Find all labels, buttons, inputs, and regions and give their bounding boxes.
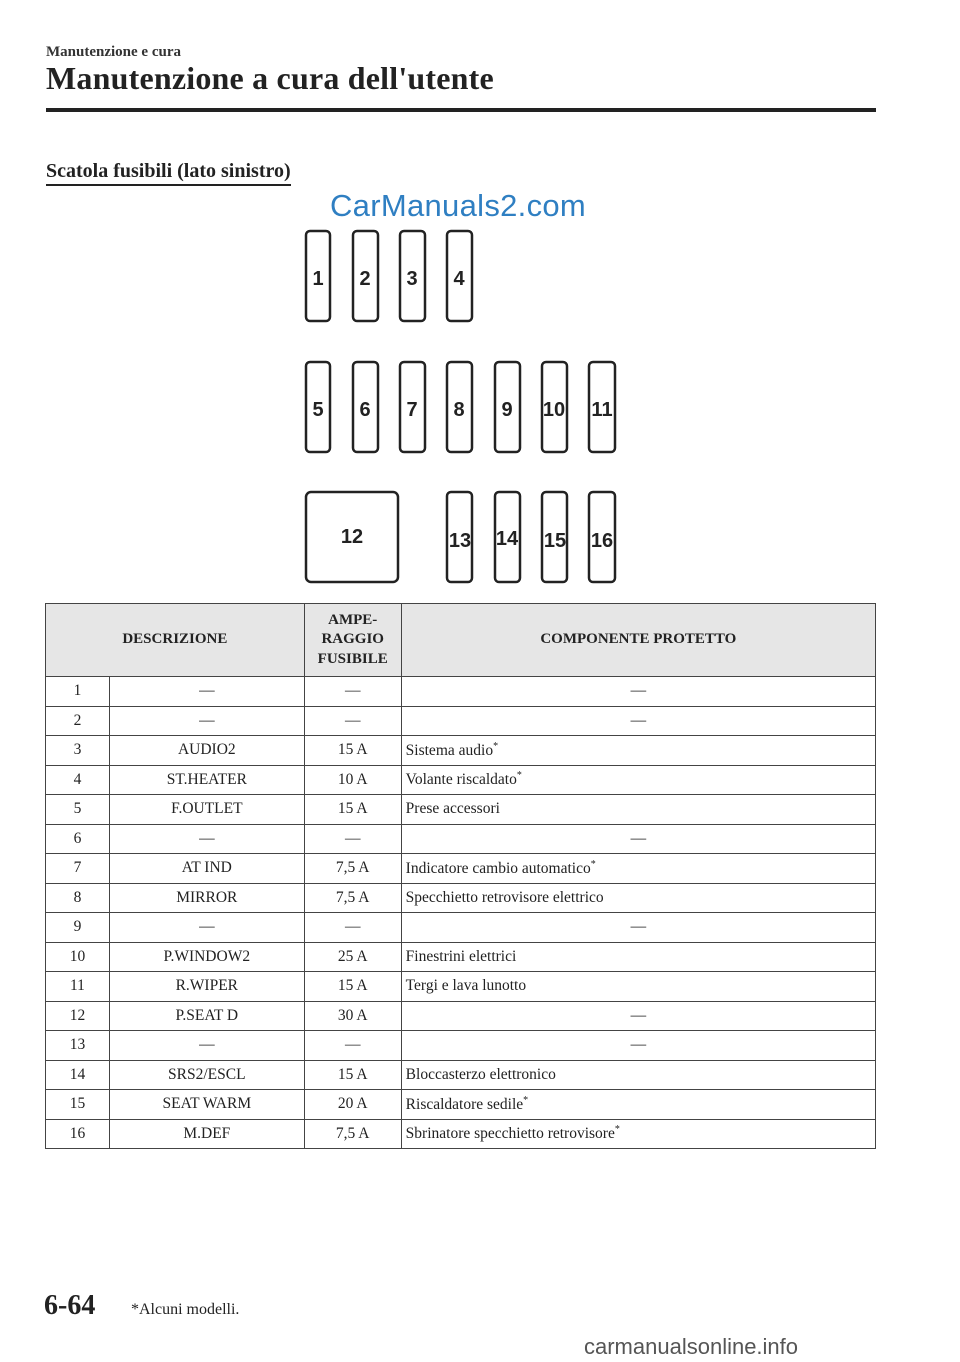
fuse-number: 12 [46, 1001, 110, 1031]
protected-component-text: — [630, 1036, 647, 1054]
fuse-number: 3 [46, 736, 110, 766]
protected-component [401, 706, 875, 736]
header-description: DESCRIZIONE [46, 604, 305, 677]
protected-component-text: Volante riscaldato [405, 771, 517, 789]
fuse-15 [542, 492, 567, 582]
fuse-number: 11 [46, 972, 110, 1002]
footnote-marker: * [614, 1124, 620, 1136]
protected-component-text: Indicatore cambio automatico [405, 859, 591, 877]
fuse-table-body [46, 677, 876, 1149]
fuse-amperage: 15 A [304, 736, 401, 766]
fuse-box-diagram [0, 0, 960, 600]
protected-component-text: Bloccasterzo elettronico [405, 1065, 556, 1083]
table-header-row [46, 604, 876, 677]
fuse-table [45, 603, 876, 1149]
fuse-number: 10 [46, 942, 110, 972]
fuse-number: 2 [46, 706, 110, 736]
protected-component-text: Prese accessori [405, 800, 500, 818]
table-row [46, 1001, 876, 1031]
protected-component-text: Sistema audio [405, 741, 494, 759]
protected-component [401, 795, 875, 825]
fuse-14-label: 14 [495, 528, 519, 550]
fuse-16 [589, 492, 615, 582]
protected-component-text: Finestrini elettrici [405, 947, 517, 965]
fuse-description: — [109, 706, 304, 736]
fuse-number: 4 [46, 765, 110, 795]
watermark-bottom: carmanualsonline.info [584, 1334, 799, 1359]
fuse-6 [353, 362, 378, 452]
fuse-amperage: 15 A [304, 795, 401, 825]
protected-component [401, 677, 875, 707]
fuse-description: AUDIO2 [109, 736, 304, 766]
table-row [46, 706, 876, 736]
fuse-description: P.SEAT D [109, 1001, 304, 1031]
footnote: *Alcuni modelli. [131, 1301, 240, 1318]
fuse-amperage: 30 A [304, 1001, 401, 1031]
header-amperage-line2: RAGGIO [321, 631, 384, 648]
fuse-3 [400, 231, 425, 321]
fuse-description: F.OUTLET [109, 795, 304, 825]
fuse-description: P.WINDOW2 [109, 942, 304, 972]
table-row [46, 677, 876, 707]
fuse-amperage: — [304, 677, 401, 707]
fuse-8 [447, 362, 472, 452]
fuse-9-label: 9 [501, 399, 513, 421]
fuse-description: MIRROR [109, 883, 304, 913]
fuse-1 [306, 231, 330, 321]
page-title: Manutenzione a cura dell'utente [46, 60, 494, 96]
fuse-number: 7 [46, 854, 110, 884]
fuse-description: ST.HEATER [109, 765, 304, 795]
fuse-number: 14 [46, 1060, 110, 1090]
fuse-amperage: 20 A [304, 1090, 401, 1120]
table-row [46, 765, 876, 795]
fuse-6-label: 6 [359, 399, 371, 421]
fuse-number: 16 [46, 1119, 110, 1149]
protected-component [401, 1031, 875, 1061]
fuse-10 [542, 362, 567, 452]
protected-component [401, 736, 875, 766]
fuse-2 [353, 231, 378, 321]
fuse-7 [400, 362, 425, 452]
fuse-amperage: 15 A [304, 1060, 401, 1090]
fuse-amperage: 7,5 A [304, 854, 401, 884]
fuse-description: M.DEF [109, 1119, 304, 1149]
fuse-amperage: 25 A [304, 942, 401, 972]
fuse-number: 9 [46, 913, 110, 943]
fuse-description: — [109, 824, 304, 854]
protected-component [401, 1119, 875, 1149]
fuse-15-label: 15 [543, 530, 567, 552]
fuse-2-label: 2 [359, 268, 371, 290]
table-row [46, 824, 876, 854]
fuse-11 [589, 362, 615, 452]
fuse-8-label: 8 [453, 399, 465, 421]
table-row [46, 972, 876, 1002]
protected-component-text: Sbrinatore specchietto retrovisore [405, 1125, 615, 1143]
protected-component-text: — [630, 711, 647, 729]
fuse-1-label: 1 [312, 268, 324, 290]
fuse-amperage: — [304, 706, 401, 736]
fuse-number: 13 [46, 1031, 110, 1061]
fuse-14 [495, 492, 520, 582]
header-amperage-line1: AMPE- [328, 611, 378, 628]
watermark-logo: CarManuals2.com [330, 188, 587, 223]
protected-component [401, 1001, 875, 1031]
fuse-11-label: 11 [591, 399, 613, 421]
fuse-amperage: — [304, 824, 401, 854]
fuse-amperage: — [304, 1031, 401, 1061]
fuse-description: R.WIPER [109, 972, 304, 1002]
protected-component [401, 1090, 875, 1120]
table-row [46, 1060, 876, 1090]
protected-component [401, 883, 875, 913]
protected-component [401, 1060, 875, 1090]
protected-component-text: — [630, 682, 647, 700]
fuse-13-label: 13 [448, 530, 472, 552]
fuse-5 [306, 362, 330, 452]
protected-component [401, 942, 875, 972]
protected-component-text: Riscaldatore sedile [405, 1095, 524, 1113]
fuse-16-label: 16 [590, 530, 614, 552]
header-component: COMPONENTE PROTETTO [401, 604, 875, 677]
fuse-amperage: 7,5 A [304, 883, 401, 913]
fuse-number: 5 [46, 795, 110, 825]
subsection-title: Scatola fusibili (lato sinistro) [46, 160, 291, 186]
fuse-amperage: 10 A [304, 765, 401, 795]
protected-component [401, 972, 875, 1002]
fuse-3-label: 3 [406, 268, 418, 290]
fuse-amperage: — [304, 913, 401, 943]
protected-component [401, 913, 875, 943]
fuse-description: AT IND [109, 854, 304, 884]
fuse-4-label: 4 [453, 268, 465, 290]
fuse-13 [447, 492, 472, 582]
header-amperage-line3: FUSIBILE [317, 650, 388, 667]
fuse-number: 15 [46, 1090, 110, 1120]
fuse-description: — [109, 677, 304, 707]
section-label: Manutenzione e cura [46, 44, 181, 60]
fuse-7-label: 7 [406, 399, 418, 421]
table-row [46, 883, 876, 913]
protected-component [401, 765, 875, 795]
header-amperage [304, 604, 401, 677]
fuse-5-label: 5 [312, 399, 324, 421]
fuse-amperage: 15 A [304, 972, 401, 1002]
protected-component-text: Specchietto retrovisore elettrico [405, 888, 604, 906]
footnote-marker: * [523, 1094, 529, 1106]
fuse-description: — [109, 1031, 304, 1061]
table-row [46, 1031, 876, 1061]
table-row [46, 913, 876, 943]
footnote-marker: * [493, 740, 499, 752]
footnote-marker: * [590, 858, 596, 870]
fuse-12 [306, 492, 398, 582]
fuse-4 [447, 231, 472, 321]
table-row [46, 736, 876, 766]
table-row [46, 1090, 876, 1120]
fuse-number: 1 [46, 677, 110, 707]
table-row [46, 942, 876, 972]
protected-component-text: — [630, 918, 647, 936]
protected-component-text: — [630, 829, 647, 847]
fuse-number: 8 [46, 883, 110, 913]
footnote-marker: * [516, 770, 522, 782]
protected-component [401, 824, 875, 854]
fuse-description: SRS2/ESCL [109, 1060, 304, 1090]
fuse-amperage: 7,5 A [304, 1119, 401, 1149]
page-number: 6-64 [44, 1290, 96, 1321]
protected-component [401, 854, 875, 884]
fuse-12-label: 12 [340, 526, 364, 548]
fuse-description: — [109, 913, 304, 943]
table-row [46, 795, 876, 825]
protected-component-text: Tergi e lava lunotto [405, 977, 527, 995]
fuse-number: 6 [46, 824, 110, 854]
protected-component-text: — [630, 1006, 647, 1024]
fuse-description: SEAT WARM [109, 1090, 304, 1120]
fuse-9 [495, 362, 520, 452]
table-row [46, 854, 876, 884]
table-row [46, 1119, 876, 1149]
fuse-10-label: 10 [542, 399, 566, 421]
